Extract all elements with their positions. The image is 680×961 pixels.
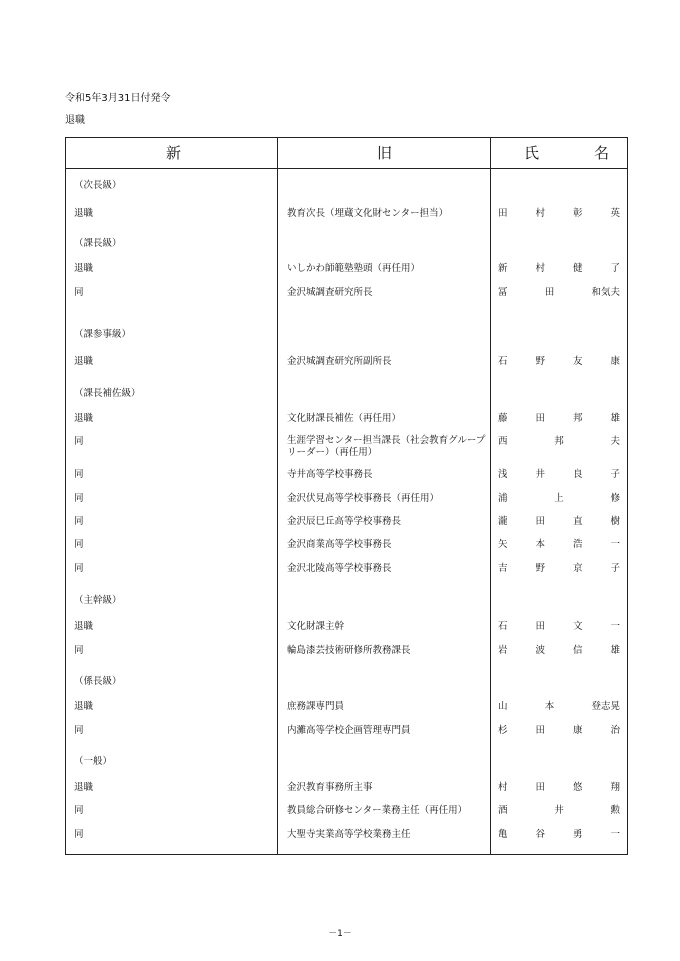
new-position: 同 xyxy=(74,493,84,504)
table-row xyxy=(66,538,627,552)
new-position: 同 xyxy=(74,829,84,840)
new-position: 同 xyxy=(74,725,84,736)
table-row xyxy=(66,286,627,300)
name-part: 冨 xyxy=(498,287,508,298)
name-part: 上 xyxy=(554,493,564,504)
name-part: 文 xyxy=(572,621,583,632)
old-position: 金沢北陵高等学校事務長 xyxy=(287,563,392,574)
column-header-old: 旧 xyxy=(377,144,393,162)
old-position: 教員総合研修センター業務主任（再任用） xyxy=(287,805,468,816)
person-name xyxy=(498,262,620,276)
new-position: 退職 xyxy=(74,263,94,274)
new-position: 退職 xyxy=(74,413,94,424)
name-part: 田 xyxy=(535,516,545,527)
new-position: 同 xyxy=(74,436,84,447)
name-part: 酒 xyxy=(498,805,508,816)
name-part: 石 xyxy=(498,621,508,632)
grade-heading: （係長級） xyxy=(74,676,122,687)
name-part: 治 xyxy=(610,725,620,736)
name-part: 谷 xyxy=(535,829,545,840)
person-name xyxy=(498,781,620,795)
table-row xyxy=(66,724,627,738)
grade-heading: （課長級） xyxy=(74,238,122,249)
name-part: 井 xyxy=(535,469,545,480)
new-position: 退職 xyxy=(74,701,94,712)
new-position: 同 xyxy=(74,287,84,298)
name-part: 矢 xyxy=(498,539,508,550)
name-part: 登志晃 xyxy=(591,701,620,712)
name-part: 田 xyxy=(535,413,545,424)
name-part: 子 xyxy=(610,563,620,574)
name-part: 一 xyxy=(610,539,620,550)
old-position: 内灘高等学校企画管理専門員 xyxy=(287,725,411,736)
name-part: 田 xyxy=(535,725,545,736)
name-part: 本 xyxy=(535,539,545,550)
name-part: 村 xyxy=(535,263,545,274)
name-part: 雄 xyxy=(610,413,620,424)
grade-heading: （課参事級） xyxy=(74,329,132,340)
header-divider xyxy=(66,168,627,169)
new-position: 同 xyxy=(74,563,84,574)
table-row xyxy=(66,828,627,842)
name-part: 雄 xyxy=(610,645,620,656)
personnel-table xyxy=(65,137,628,855)
person-name xyxy=(498,562,620,576)
name-part: 杉 xyxy=(498,725,508,736)
old-position: 寺井高等学校事務長 xyxy=(287,469,373,480)
table-row xyxy=(66,700,627,714)
section-title: 退職 xyxy=(65,115,85,126)
name-part: 康 xyxy=(572,725,583,736)
name-part: 樹 xyxy=(610,516,620,527)
name-part: 浩 xyxy=(572,539,583,550)
person-name xyxy=(498,538,620,552)
person-name xyxy=(498,700,620,714)
name-part: 良 xyxy=(572,469,583,480)
name-part: 勲 xyxy=(610,805,620,816)
old-position: 文化財課長補佐（再任用） xyxy=(287,413,402,424)
table-row xyxy=(66,468,627,482)
new-position: 同 xyxy=(74,805,84,816)
name-part: 村 xyxy=(535,208,545,219)
name-part: 野 xyxy=(535,356,545,367)
table-row xyxy=(66,804,627,818)
person-name xyxy=(498,286,620,300)
name-part: 彰 xyxy=(572,208,583,219)
name-part: 田 xyxy=(498,208,508,219)
new-position: 退職 xyxy=(74,621,94,632)
name-part: 石 xyxy=(498,356,508,367)
name-part: 直 xyxy=(572,516,583,527)
name-part: 勇 xyxy=(572,829,583,840)
name-part: 新 xyxy=(498,263,508,274)
person-name xyxy=(498,207,620,221)
page-number: －1－ xyxy=(328,929,352,939)
new-position: 同 xyxy=(74,539,84,550)
old-position: 金沢商業高等学校事務長 xyxy=(287,539,392,550)
name-part: 田 xyxy=(535,621,545,632)
old-position: 文化財課主幹 xyxy=(287,621,345,632)
grade-heading: （次長級） xyxy=(74,180,122,191)
grade-heading: （課長補佐級） xyxy=(74,388,141,399)
table-row xyxy=(66,262,627,276)
person-name xyxy=(498,828,620,842)
new-position: 退職 xyxy=(74,208,94,219)
old-position: 金沢城調査研究所副所長 xyxy=(287,356,392,367)
new-position: 同 xyxy=(74,516,84,527)
name-part: 藤 xyxy=(498,413,508,424)
name-part: 和気夫 xyxy=(591,287,620,298)
person-name xyxy=(498,724,620,738)
name-part: 悠 xyxy=(572,782,583,793)
issue-date: 令和5年3月31日付発令 xyxy=(65,93,171,104)
old-position: 生涯学習センター担当課長（社会教育グループリーダー）（再任用） xyxy=(287,435,486,458)
name-part: 井 xyxy=(554,805,564,816)
grade-heading: （一般） xyxy=(74,756,113,767)
old-position: 金沢辰巳丘高等学校事務長 xyxy=(287,516,402,527)
old-position: 金沢伏見高等学校事務長（再任用） xyxy=(287,493,440,504)
person-name xyxy=(498,355,620,369)
name-part: 野 xyxy=(535,563,545,574)
column-header-name: 氏 名 xyxy=(524,144,630,162)
name-part: 田 xyxy=(535,782,545,793)
column-header-new: 新 xyxy=(166,144,182,162)
table-row xyxy=(66,620,627,634)
table-row xyxy=(66,515,627,529)
name-part: 波 xyxy=(535,645,545,656)
table-row xyxy=(66,562,627,576)
name-part: 村 xyxy=(498,782,508,793)
person-name xyxy=(498,644,620,658)
table-row xyxy=(66,644,627,658)
old-position: 大聖寺実業高等学校業務主任 xyxy=(287,829,411,840)
name-part: 信 xyxy=(572,645,583,656)
person-name xyxy=(498,804,620,818)
name-part: 英 xyxy=(610,208,620,219)
name-part: 邦 xyxy=(572,413,583,424)
name-part: 友 xyxy=(572,356,583,367)
name-part: 健 xyxy=(572,263,583,274)
new-position: 同 xyxy=(74,469,84,480)
name-part: 一 xyxy=(610,621,620,632)
grade-heading: （主幹級） xyxy=(74,595,122,606)
old-position: いしかわ師範塾塾頭（再任用） xyxy=(287,263,421,274)
new-position: 退職 xyxy=(74,356,94,367)
person-name xyxy=(498,412,620,426)
table-row xyxy=(66,355,627,369)
table-row xyxy=(66,412,627,426)
name-part: 了 xyxy=(610,263,620,274)
name-part: 夫 xyxy=(610,436,620,447)
name-part: 亀 xyxy=(498,829,508,840)
name-part: 浦 xyxy=(498,493,508,504)
table-row xyxy=(66,207,627,221)
new-position: 退職 xyxy=(74,782,94,793)
old-position: 庶務課専門員 xyxy=(287,701,345,712)
name-part: 一 xyxy=(610,829,620,840)
name-part: 山 xyxy=(498,701,508,712)
name-part: 子 xyxy=(610,469,620,480)
table-row xyxy=(66,435,627,463)
old-position: 教育次長（埋蔵文化財センター担当） xyxy=(287,208,449,219)
name-part: 吉 xyxy=(498,563,508,574)
person-name xyxy=(498,515,620,529)
old-position: 金沢教育事務所主事 xyxy=(287,782,373,793)
name-part: 岩 xyxy=(498,645,508,656)
person-name xyxy=(498,492,620,506)
name-part: 康 xyxy=(610,356,620,367)
old-position: 金沢城調査研究所長 xyxy=(287,287,373,298)
name-part: 西 xyxy=(498,436,508,447)
name-part: 本 xyxy=(544,701,555,712)
name-part: 修 xyxy=(610,493,620,504)
name-part: 瀧 xyxy=(498,516,508,527)
person-name xyxy=(498,435,620,449)
table-row xyxy=(66,781,627,795)
name-part: 京 xyxy=(572,563,583,574)
table-row xyxy=(66,492,627,506)
old-position: 輪島漆芸技術研修所教務課長 xyxy=(287,645,411,656)
name-part: 邦 xyxy=(554,436,564,447)
name-part: 浅 xyxy=(498,469,508,480)
name-part: 翔 xyxy=(610,782,620,793)
name-part: 田 xyxy=(544,287,555,298)
person-name xyxy=(498,468,620,482)
person-name xyxy=(498,620,620,634)
new-position: 同 xyxy=(74,645,84,656)
